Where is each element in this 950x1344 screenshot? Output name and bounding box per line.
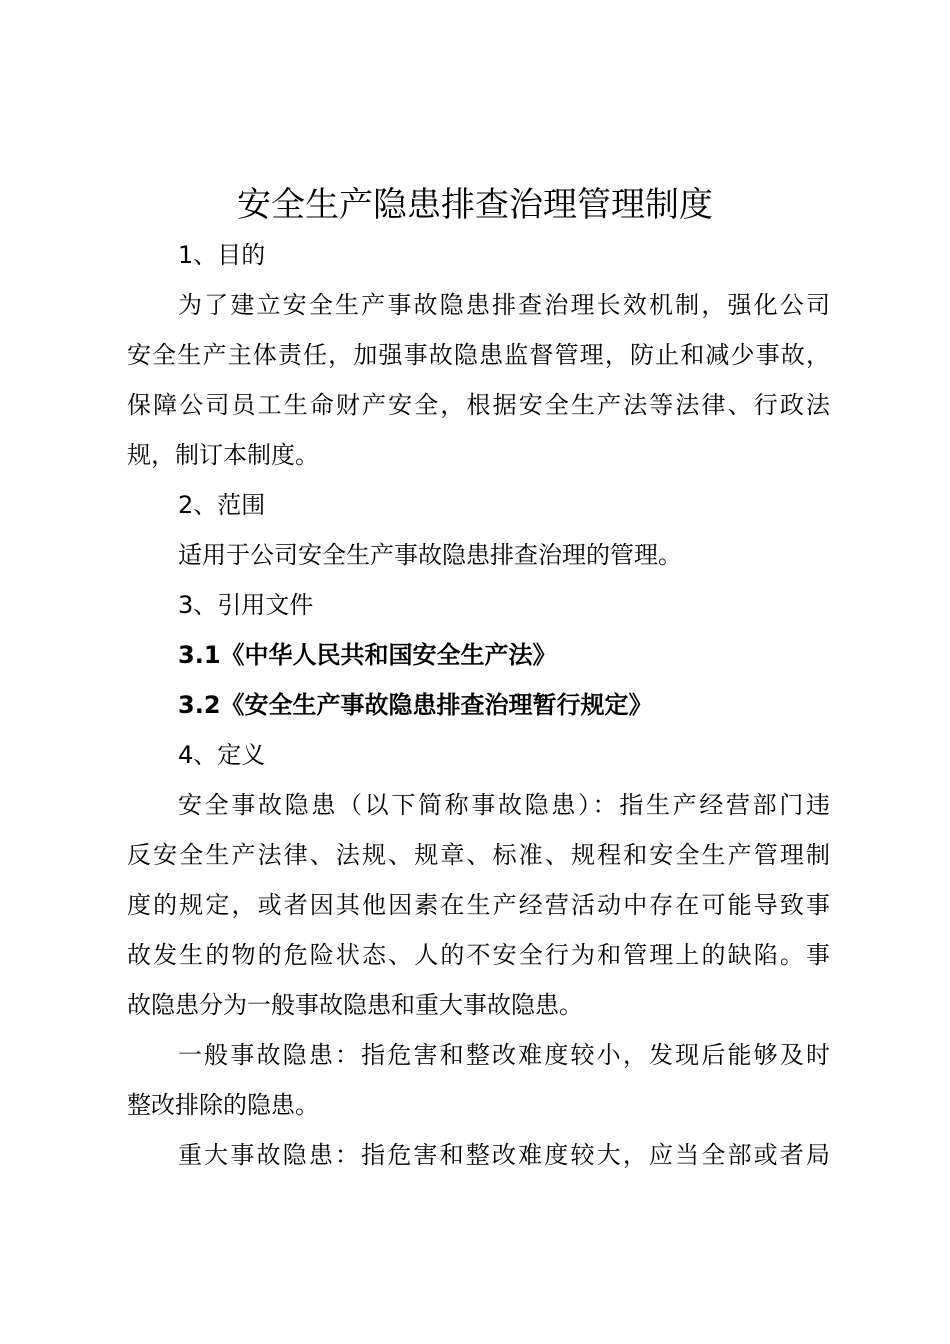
section-3-heading: 3、引用文件 (178, 591, 314, 619)
reference-item: 3.2《安全生产事故隐患排查治理暂行规定》 (178, 691, 653, 719)
reference-item: 3.1《中华人民共和国安全生产法》 (178, 641, 557, 669)
definition-paragraph-line: 反安全生产法律、法规、规章、标准、规程和安全生产管理制 (127, 841, 830, 869)
section-4-heading: 4、定义 (178, 741, 266, 769)
section-1-paragraph-line: 保障公司员工生命财产安全，根据安全生产法等法律、行政法 (127, 391, 830, 419)
section-1-paragraph-line: 安全生产主体责任，加强事故隐患监督管理，防止和减少事故， (127, 341, 830, 369)
definition-paragraph-line: 度的规定，或者因其他因素在生产经营活动中存在可能导致事 (127, 891, 830, 919)
general-hazard-definition-line: 整改排除的隐患。 (127, 1091, 319, 1119)
definition-paragraph-line: 安全事故隐患（以下简称事故隐患）：指生产经营部门违 (178, 791, 830, 819)
section-1-paragraph-line: 规，制订本制度。 (127, 441, 319, 469)
general-hazard-definition-line: 一般事故隐患：指危害和整改难度较小，发现后能够及时 (178, 1041, 830, 1069)
definition-paragraph-line: 故发生的物的危险状态、人的不安全行为和管理上的缺陷。事 (127, 941, 830, 969)
section-2-heading: 2、范围 (178, 491, 266, 519)
section-2-paragraph: 适用于公司安全生产事故隐患排查治理的管理。 (178, 541, 682, 569)
definition-paragraph-line: 故隐患分为一般事故隐患和重大事故隐患。 (127, 991, 583, 1019)
section-1-paragraph-line: 为了建立安全生产事故隐患排查治理长效机制，强化公司 (178, 291, 830, 319)
major-hazard-definition-line: 重大事故隐患：指危害和整改难度较大，应当全部或者局 (178, 1141, 830, 1169)
section-1-heading: 1、目的 (178, 241, 266, 269)
document-title: 安全生产隐患排查治理管理制度 (237, 185, 713, 225)
